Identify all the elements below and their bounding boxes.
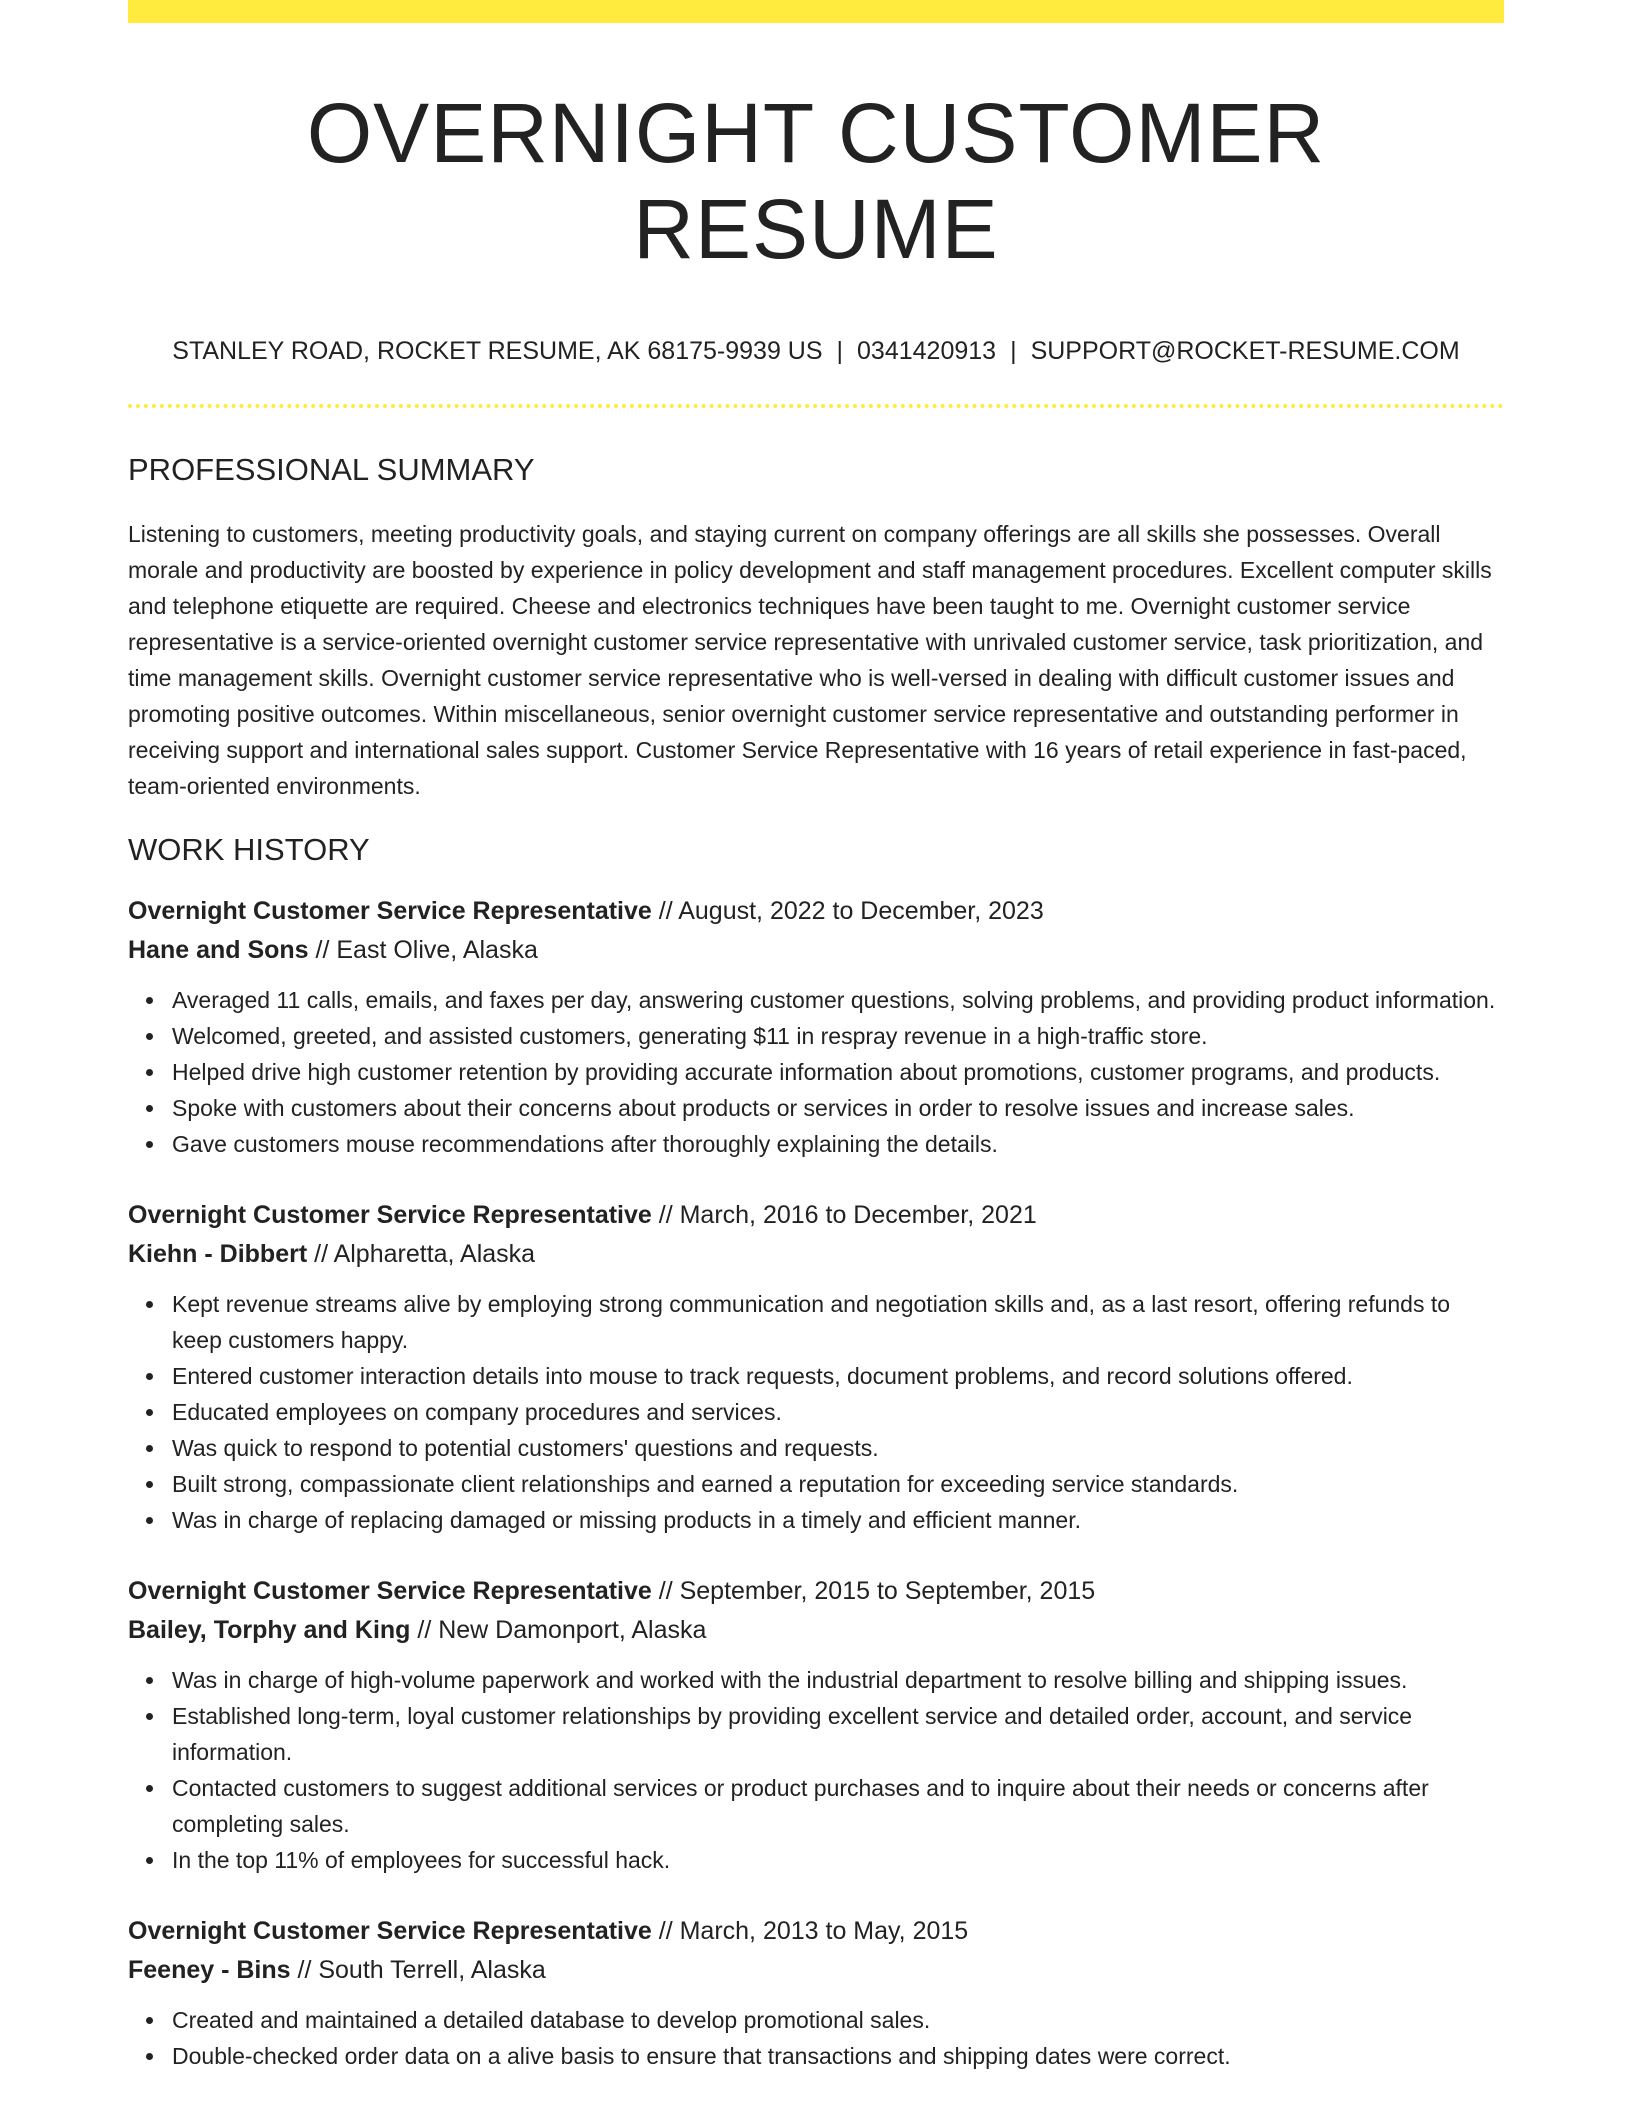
job-company-line [128,931,1504,970]
job-bullets [128,1286,1504,1538]
job-location: // East Olive, Alaska [308,936,538,964]
job-title: Overnight Customer Service Representative [128,897,652,925]
summary-heading: PROFESSIONAL SUMMARY [128,452,535,487]
job-company: Hane and Sons [128,936,309,964]
job-bullet: Spoke with customers about their concerns about products or services in order to resolve issues and increase sales. [172,1090,1504,1126]
job-bullets [128,1662,1504,1878]
job-bullet: Contacted customers to suggest additional services or product purchases and to inquire about their needs or concerns after completing sales. [172,1770,1504,1842]
job-location: // New Damonport, Alaska [410,1616,707,1644]
job-title-line [128,892,1504,931]
work-history-heading: WORK HISTORY [128,832,370,867]
job-bullet: Welcomed, greeted, and assisted customers, generating $11 in respray revenue in a high-traffic store. [172,1018,1504,1054]
job-bullet: In the top 11% of employees for successful hack. [172,1842,1504,1878]
job-entry [128,1572,1504,1878]
contact-info [128,335,1504,367]
job-bullet: Helped drive high customer retention by providing accurate information about promotions, customer programs, and products. [172,1054,1504,1090]
job-company: Kiehn - Dibbert [128,1240,308,1268]
resume-page [128,0,1504,2074]
job-bullet: Kept revenue streams alive by employing strong communication and negotiation skills and, as a last resort, offering refunds to keep customers happy. [172,1286,1504,1358]
job-bullets [128,982,1504,1162]
job-location: // Alpharetta, Alaska [307,1240,536,1268]
job-location: // South Terrell, Alaska [290,1956,546,1984]
accent-top-bar [128,0,1504,23]
job-company: Feeney - Bins [128,1956,291,1984]
job-bullet: Created and maintained a detailed database to develop promotional sales. [172,2002,1504,2038]
job-bullet: Gave customers mouse recommendations after thoroughly explaining the details. [172,1126,1504,1162]
job-company: Bailey, Torphy and King [128,1616,411,1644]
contact-phone: 0341420913 [857,337,997,365]
contact-separator: | [836,337,844,365]
job-bullet: Was quick to respond to potential customers' questions and requests. [172,1430,1504,1466]
job-company-line [128,1611,1504,1650]
job-bullet: Double-checked order data on a alive basis to ensure that transactions and shipping dates were correct. [172,2038,1504,2074]
job-dates: // March, 2016 to December, 2021 [651,1201,1037,1229]
summary-text: Listening to customers, meeting productivity goals, and staying current on company offerings are all skills she possesses. Overall morale and productivity are boosted by experience in policy development and staff management procedures. Excellent computer skills and telephone etiquette are required. Cheese and electronics techniques have been taught to me. Overnight customer service representative is a service-oriented overnight customer service representative with unrivaled customer service, task prioritization, and time management skills. Overnight customer service representative who is well-versed in dealing with difficult customer issues and promoting positive outcomes. Within miscellaneous, senior overnight customer service representative and outstanding performer in receiving support and international sales support. Customer Service Representative with 16 years of retail experience in fast-paced, team-oriented environments. [128,521,1492,799]
job-title-line [128,1572,1504,1611]
resume-title: OVERNIGHT CUSTOMER RESUME [306,86,1326,276]
job-company-line [128,1951,1504,1990]
header-divider [128,404,1504,408]
job-bullet: Educated employees on company procedures and services. [172,1394,1504,1430]
job-entry [128,1196,1504,1538]
job-entry [128,892,1504,1162]
job-bullet: Was in charge of high-volume paperwork and worked with the industrial department to resolve billing and shipping issues. [172,1662,1504,1698]
job-dates: // August, 2022 to December, 2023 [651,897,1044,925]
contact-email: SUPPORT@ROCKET-RESUME.COM [1030,337,1460,365]
contact-separator: | [1010,337,1017,365]
job-company-line [128,1235,1504,1274]
job-dates: // September, 2015 to September, 2015 [651,1577,1096,1605]
job-title-line [128,1196,1504,1235]
job-dates: // March, 2013 to May, 2015 [651,1917,969,1945]
job-bullet: Built strong, compassionate client relationships and earned a reputation for exceeding service standards. [172,1466,1504,1502]
job-bullet: Entered customer interaction details into mouse to track requests, document problems, and record solutions offered. [172,1358,1504,1394]
contact-address: STANLEY ROAD, ROCKET RESUME, AK 68175-9939 US [172,337,823,365]
job-title: Overnight Customer Service Representative [128,1201,652,1229]
job-title: Overnight Customer Service Representative [128,1917,652,1945]
job-bullet: Established long-term, loyal customer relationships by providing excellent service and detailed order, account, and service information. [172,1698,1504,1770]
job-entry [128,1912,1504,2074]
job-title-line [128,1912,1504,1951]
job-bullet: Averaged 11 calls, emails, and faxes per day, answering customer questions, solving problems, and providing product information. [172,982,1504,1018]
job-title: Overnight Customer Service Representative [128,1577,652,1605]
job-bullets [128,2002,1504,2074]
job-bullet: Was in charge of replacing damaged or missing products in a timely and efficient manner. [172,1502,1504,1538]
